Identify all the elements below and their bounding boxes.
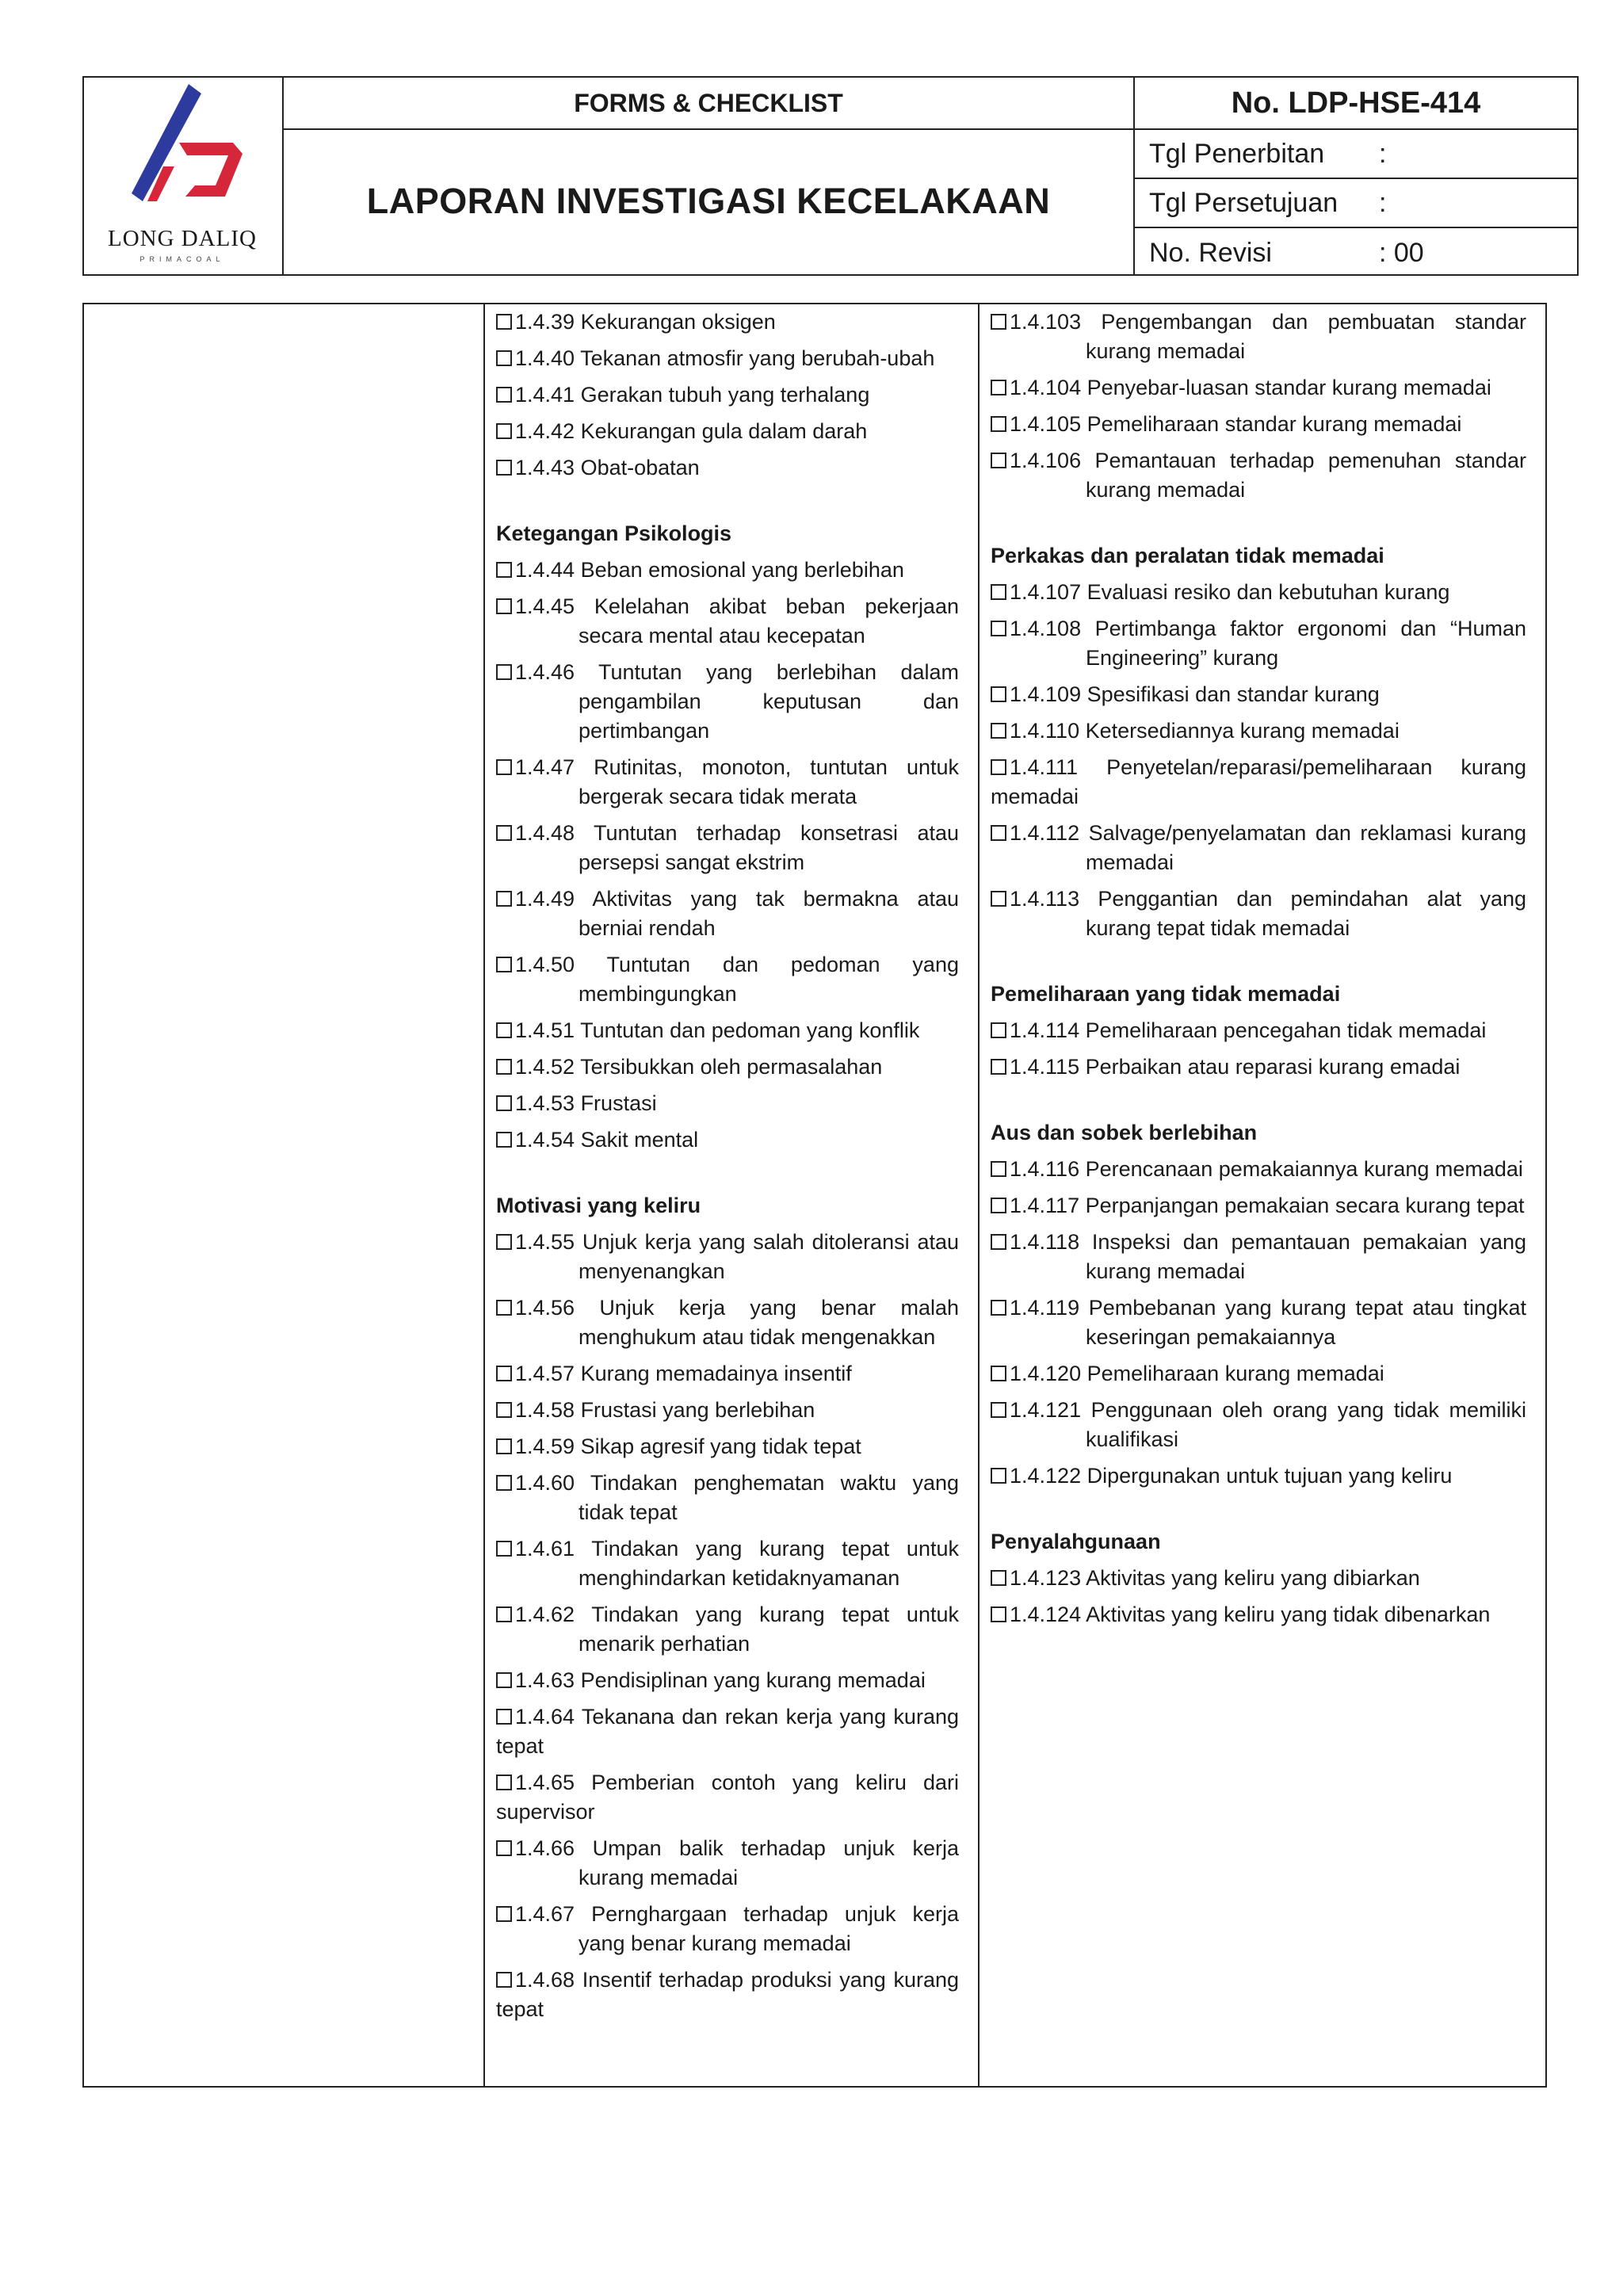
- checklist-item[interactable]: 1.4.103 Pengembangan dan pembuatan standar kurang memadai: [991, 308, 1526, 366]
- checklist-item[interactable]: 1.4.44 Beban emosional yang berlebihan: [496, 556, 959, 585]
- checklist-item[interactable]: 1.4.60 Tindakan penghematan waktu yang tidak tepat: [496, 1469, 959, 1527]
- checkbox-icon[interactable]: [991, 1059, 1006, 1075]
- tgl-persetujuan-label: Tgl Persetujuan: [1149, 187, 1338, 218]
- section-heading: Pemeliharaan yang tidak memadai: [991, 982, 1341, 1006]
- checkbox-icon[interactable]: [991, 1606, 1006, 1622]
- checkbox-icon[interactable]: [991, 1022, 1006, 1038]
- checklist-item[interactable]: 1.4.47 Rutinitas, monoton, tuntutan untuk bergerak secara tidak merata: [496, 753, 959, 812]
- checklist-item[interactable]: 1.4.64 Tekanana dan rekan kerja yang kurang tepat: [496, 1705, 959, 1758]
- tgl-penerbitan-row: [1135, 130, 1577, 179]
- column-divider: [978, 304, 980, 2086]
- document-meta: [1135, 78, 1577, 274]
- document-header: [82, 76, 1579, 276]
- checklist-item[interactable]: 1.4.123 Aktivitas yang keliru yang dibiarkan: [991, 1564, 1526, 1593]
- checklist-item[interactable]: 1.4.106 Pemantauan terhadap pemenuhan standar kurang memadai: [991, 446, 1526, 505]
- checklist-item[interactable]: 1.4.120 Pemeliharaan kurang memadai: [991, 1359, 1526, 1389]
- checkbox-icon[interactable]: [496, 1709, 512, 1725]
- group-1-b: [496, 556, 959, 1155]
- section-heading: Aus dan sobek berlebihan: [991, 1121, 1258, 1144]
- tgl-persetujuan-row: [1135, 179, 1577, 228]
- form-type: FORMS & CHECKLIST: [284, 78, 1133, 130]
- checklist-item[interactable]: 1.4.54 Sakit mental: [496, 1125, 959, 1155]
- checkbox-icon[interactable]: [496, 1438, 512, 1454]
- checkbox-icon[interactable]: [991, 723, 1006, 739]
- checkbox-icon[interactable]: [496, 1300, 512, 1316]
- checklist-item[interactable]: 1.4.66 Umpan balik terhadap unjuk kerja kurang memadai: [496, 1834, 959, 1893]
- checkbox-icon[interactable]: [991, 453, 1006, 468]
- checkbox-icon[interactable]: [496, 350, 512, 366]
- checkbox-icon[interactable]: [991, 1161, 1006, 1177]
- checklist-item[interactable]: 1.4.68 Insentif terhadap produksi yang kurang tepat: [496, 1968, 959, 2021]
- checkbox-icon[interactable]: [496, 957, 512, 972]
- checklist-item[interactable]: 1.4.55 Unjuk kerja yang salah ditoleransi atau menyenangkan: [496, 1228, 959, 1286]
- checkbox-icon[interactable]: [991, 1198, 1006, 1213]
- checklist-item[interactable]: 1.4.113 Penggantian dan pemindahan alat yang kurang tepat tidak memadai: [991, 884, 1526, 943]
- checklist-item[interactable]: 1.4.105 Pemeliharaan standar kurang memadai: [991, 410, 1526, 439]
- checklist-item[interactable]: 1.4.118 Inspeksi dan pemantauan pemakaian yang kurang memadai: [991, 1228, 1526, 1286]
- svg-text:PRIMACOAL: PRIMACOAL: [139, 255, 225, 263]
- checklist-item[interactable]: 1.4.56 Unjuk kerja yang benar malah menghukum atau tidak mengenakkan: [496, 1293, 959, 1352]
- revisi-label: No. Revisi: [1149, 237, 1272, 268]
- checkbox-icon[interactable]: [496, 387, 512, 403]
- checkbox-icon[interactable]: [496, 562, 512, 578]
- tgl-penerbitan-label: Tgl Penerbitan: [1149, 138, 1325, 169]
- svg-text:LONG DALIQ: LONG DALIQ: [108, 226, 257, 251]
- checkbox-icon[interactable]: [496, 1606, 512, 1622]
- checkbox-icon[interactable]: [991, 1234, 1006, 1250]
- checklist-item[interactable]: 1.4.51 Tuntutan dan pedoman yang konflik: [496, 1016, 959, 1045]
- checklist-item[interactable]: 1.4.122 Dipergunakan untuk tujuan yang keliru: [991, 1461, 1526, 1491]
- group-2-b: [991, 578, 1526, 943]
- title-cell: [284, 78, 1135, 274]
- checkbox-icon[interactable]: [496, 1234, 512, 1250]
- checklist-item[interactable]: 1.4.65 Pemberian contoh yang keliru dari supervisor: [496, 1771, 959, 1824]
- checkbox-icon[interactable]: [991, 584, 1006, 600]
- revisi-row: [1135, 228, 1577, 277]
- checklist-item[interactable]: 1.4.121 Penggunaan oleh orang yang tidak memiliki kualifikasi: [991, 1396, 1526, 1454]
- checkbox-icon[interactable]: [496, 1095, 512, 1111]
- checklist-item[interactable]: 1.4.48 Tuntutan terhadap konsetrasi atau persepsi sangat ekstrim: [496, 819, 959, 877]
- document-title: LAPORAN INVESTIGASI KECELAKAAN: [366, 181, 1051, 221]
- checkbox-icon[interactable]: [496, 314, 512, 330]
- checkbox-icon[interactable]: [991, 621, 1006, 636]
- checkbox-icon[interactable]: [496, 1402, 512, 1418]
- group-2-a: [991, 308, 1526, 505]
- checkbox-icon[interactable]: [991, 825, 1006, 841]
- checklist-item[interactable]: 1.4.63 Pendisiplinan yang kurang memadai: [496, 1666, 959, 1695]
- checkbox-icon[interactable]: [496, 460, 512, 476]
- checklist-table: [82, 303, 1547, 2088]
- group-1-c: [496, 1228, 959, 2024]
- checkbox-icon[interactable]: [496, 1972, 512, 1988]
- group-2-e: [991, 1564, 1526, 1629]
- checkbox-icon[interactable]: [496, 825, 512, 841]
- checkbox-icon[interactable]: [496, 1906, 512, 1922]
- checklist-item[interactable]: 1.4.104 Penyebar-luasan standar kurang memadai: [991, 373, 1526, 403]
- checkbox-icon[interactable]: [496, 1366, 512, 1381]
- company-logo-icon: [84, 78, 281, 271]
- checkbox-icon[interactable]: [496, 1475, 512, 1491]
- checklist-item[interactable]: 1.4.58 Frustasi yang berlebihan: [496, 1396, 959, 1425]
- logo-cell: [84, 78, 284, 274]
- checkbox-icon[interactable]: [991, 416, 1006, 432]
- checklist-item[interactable]: 1.4.67 Pernghargaan terhadap unjuk kerja yang benar kurang memadai: [496, 1900, 959, 1958]
- checklist-item[interactable]: 1.4.46 Tuntutan yang berlebihan dalam pengambilan keputusan dan pertimbangan: [496, 658, 959, 746]
- checklist-item[interactable]: 1.4.109 Spesifikasi dan standar kurang: [991, 680, 1526, 709]
- checklist-column-2: [991, 308, 1526, 1637]
- checklist-item[interactable]: 1.4.59 Sikap agresif yang tidak tepat: [496, 1432, 959, 1461]
- checklist-item[interactable]: 1.4.112 Salvage/penyelamatan dan reklamasi kurang memadai: [991, 819, 1526, 877]
- checklist-item[interactable]: 1.4.45 Kelelahan akibat beban pekerjaan secara mental atau kecepatan: [496, 592, 959, 651]
- checklist-item[interactable]: 1.4.110 Ketersediannya kurang memadai: [991, 716, 1526, 746]
- revisi-value: : 00: [1379, 237, 1424, 268]
- checkbox-icon[interactable]: [496, 1672, 512, 1688]
- checklist-item[interactable]: 1.4.107 Evaluasi resiko dan kebutuhan kurang: [991, 578, 1526, 607]
- checkbox-icon[interactable]: [496, 1059, 512, 1075]
- checkbox-icon[interactable]: [991, 1570, 1006, 1586]
- checkbox-icon[interactable]: [496, 423, 512, 439]
- checklist-item[interactable]: 1.4.61 Tindakan yang kurang tepat untuk menghindarkan ketidaknyamanan: [496, 1534, 959, 1593]
- group-1-a: [496, 308, 959, 483]
- checklist-item[interactable]: 1.4.43 Obat-obatan: [496, 453, 959, 483]
- checkbox-icon[interactable]: [991, 1366, 1006, 1381]
- checkbox-icon[interactable]: [496, 1541, 512, 1557]
- tgl-persetujuan-value: :: [1379, 187, 1387, 218]
- checkbox-icon[interactable]: [496, 1775, 512, 1790]
- checklist-item[interactable]: 1.4.111 Penyetelan/reparasi/pemeliharaan kurang memadai: [991, 755, 1526, 808]
- checklist-item[interactable]: 1.4.49 Aktivitas yang tak bermakna atau berniai rendah: [496, 884, 959, 943]
- checklist-item[interactable]: 1.4.42 Kekurangan gula dalam darah: [496, 417, 959, 446]
- checkbox-icon[interactable]: [496, 1132, 512, 1148]
- checklist-item[interactable]: 1.4.50 Tuntutan dan pedoman yang membingungkan: [496, 950, 959, 1009]
- checklist-item[interactable]: 1.4.39 Kekurangan oksigen: [496, 308, 959, 337]
- checklist-column-1: [496, 308, 959, 2031]
- checklist-item[interactable]: 1.4.114 Pemeliharaan pencegahan tidak memadai: [991, 1016, 1526, 1045]
- checkbox-icon[interactable]: [991, 1300, 1006, 1316]
- checklist-item[interactable]: 1.4.41 Gerakan tubuh yang terhalang: [496, 380, 959, 410]
- group-2-d: [991, 1155, 1526, 1491]
- checkbox-icon[interactable]: [496, 1022, 512, 1038]
- checklist-item[interactable]: 1.4.117 Perpanjangan pemakaian secara kurang tepat: [991, 1191, 1526, 1221]
- document-number: No. LDP-HSE-414: [1135, 78, 1577, 130]
- checkbox-icon[interactable]: [991, 1402, 1006, 1418]
- checkbox-icon[interactable]: [496, 891, 512, 907]
- checkbox-icon[interactable]: [991, 380, 1006, 395]
- checkbox-icon[interactable]: [496, 598, 512, 614]
- checklist-item[interactable]: 1.4.40 Tekanan atmosfir yang berubah-ubah: [496, 344, 959, 373]
- checklist-item[interactable]: 1.4.119 Pembebanan yang kurang tepat atau tingkat keseringan pemakaiannya: [991, 1293, 1526, 1352]
- checklist-item[interactable]: 1.4.62 Tindakan yang kurang tepat untuk menarik perhatian: [496, 1600, 959, 1659]
- section-heading: Perkakas dan peralatan tidak memadai: [991, 544, 1384, 567]
- column-divider: [483, 304, 485, 2086]
- checklist-item[interactable]: 1.4.108 Pertimbanga faktor ergonomi dan “Human Engineering” kurang: [991, 614, 1526, 673]
- section-heading: Penyalahgunaan: [991, 1530, 1161, 1553]
- section-heading: Ketegangan Psikologis: [496, 521, 732, 545]
- group-2-c: [991, 1016, 1526, 1082]
- checklist-item[interactable]: 1.4.115 Perbaikan atau reparasi kurang emadai: [991, 1052, 1526, 1082]
- checkbox-icon[interactable]: [991, 759, 1006, 775]
- checkbox-icon[interactable]: [991, 1468, 1006, 1484]
- checkbox-icon[interactable]: [991, 686, 1006, 702]
- checklist-item[interactable]: 1.4.124 Aktivitas yang keliru yang tidak dibenarkan: [991, 1600, 1526, 1629]
- checkbox-icon[interactable]: [496, 1840, 512, 1856]
- checklist-item[interactable]: 1.4.52 Tersibukkan oleh permasalahan: [496, 1052, 959, 1082]
- checkbox-icon[interactable]: [991, 891, 1006, 907]
- checkbox-icon[interactable]: [991, 314, 1006, 330]
- checkbox-icon[interactable]: [496, 759, 512, 775]
- checklist-item[interactable]: 1.4.116 Perencanaan pemakaiannya kurang memadai: [991, 1155, 1526, 1184]
- checklist-item[interactable]: 1.4.53 Frustasi: [496, 1089, 959, 1118]
- checklist-item[interactable]: 1.4.57 Kurang memadainya insentif: [496, 1359, 959, 1389]
- checkbox-icon[interactable]: [496, 664, 512, 680]
- section-heading: Motivasi yang keliru: [496, 1194, 701, 1217]
- tgl-penerbitan-value: :: [1379, 138, 1387, 169]
